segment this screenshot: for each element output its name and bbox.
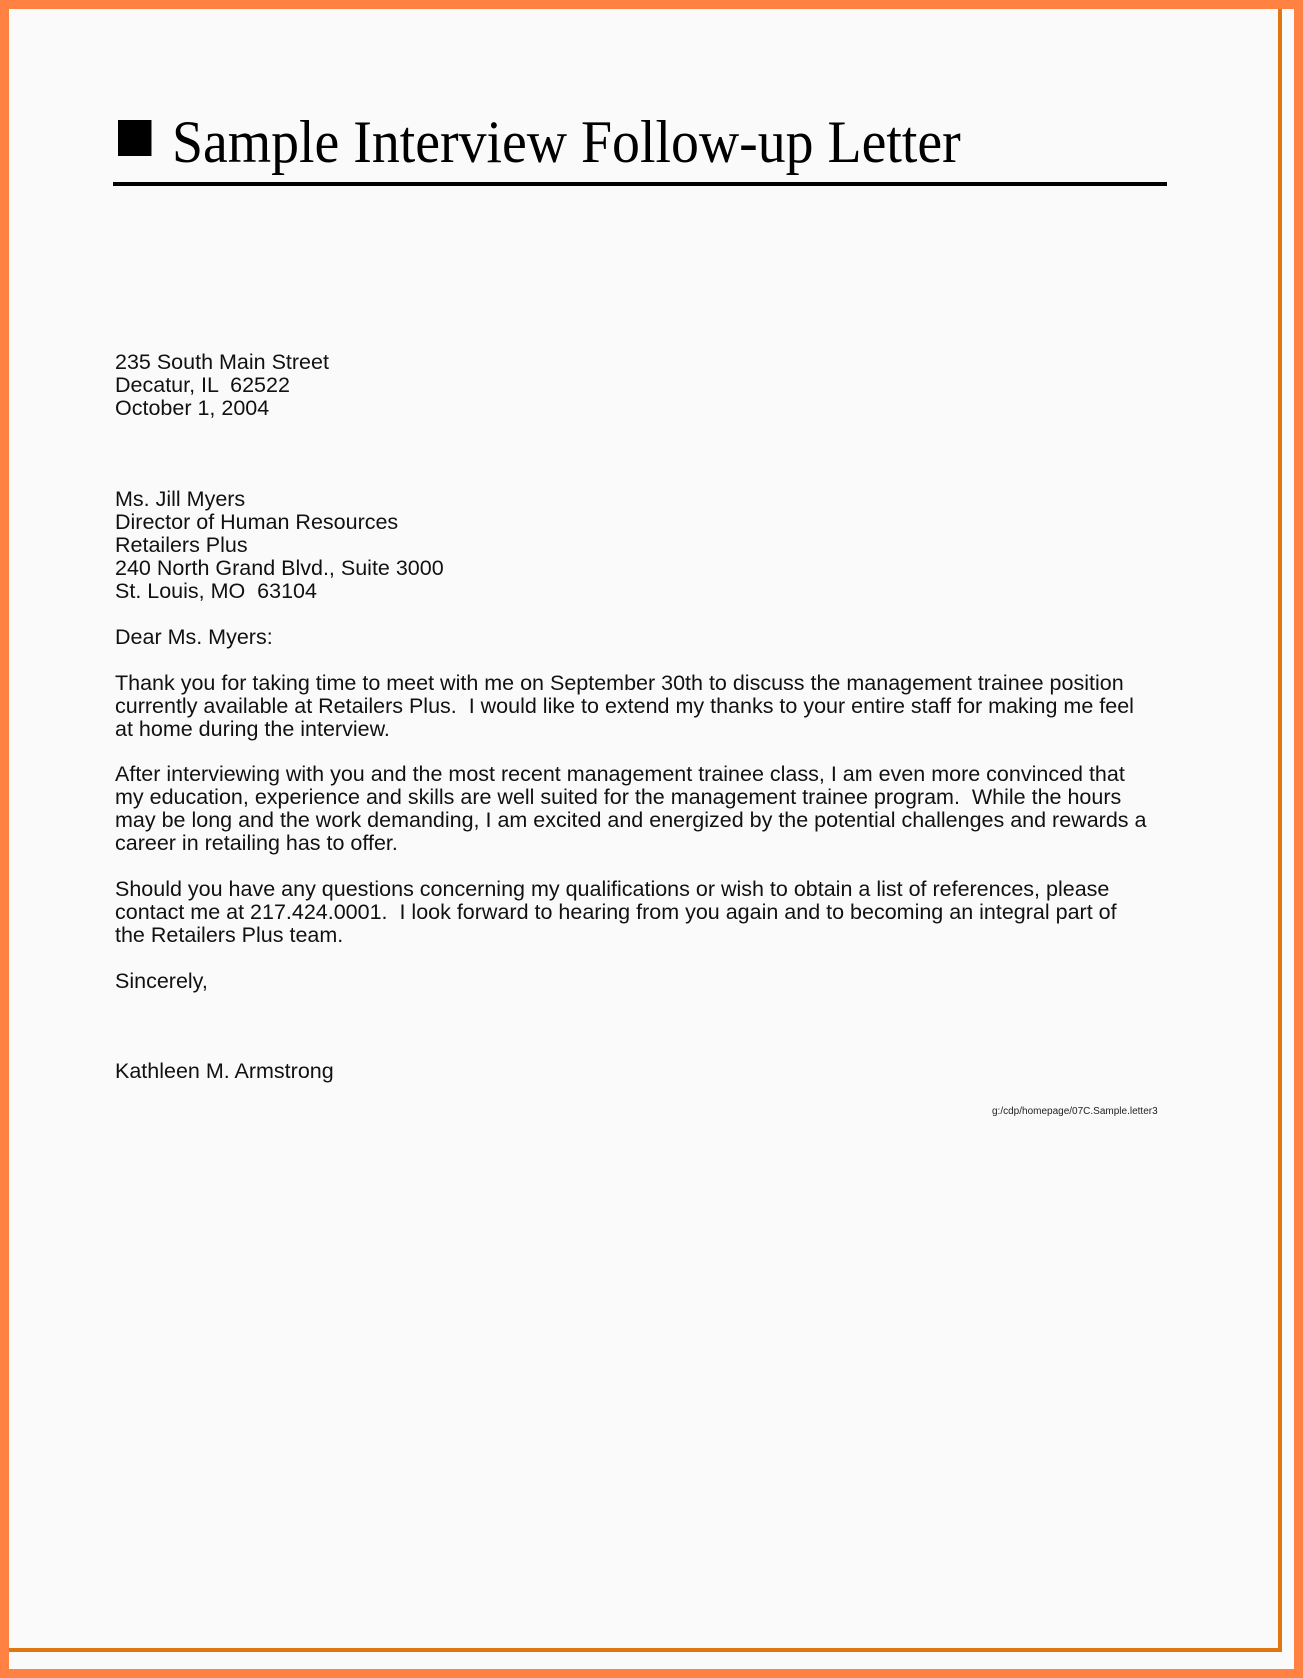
inner-border-bottom [9, 1648, 1282, 1652]
footer-file-path: g:/cdp/homepage/07C.Sample.letter3 [992, 1106, 1158, 1117]
paragraph-2-line: my education, experience and skills are well suited for the management trainee program. While the hours [115, 785, 1122, 809]
document-title: Sample Interview Follow-up Letter [171, 109, 961, 175]
inner-border-right [1278, 9, 1282, 1652]
closing: Sincerely, [115, 969, 208, 993]
paragraph-2-line: After interviewing with you and the most recent management trainee class, I am even more convinced that [115, 762, 1125, 786]
paragraph-2-line: may be long and the work demanding, I am excited and energized by the potential challenges and rewards a [115, 808, 1147, 832]
paragraph-1-line: currently available at Retailers Plus. I would like to extend my thanks to your entire staff for making me feel [115, 694, 1134, 718]
title-underline [113, 182, 1167, 186]
recipient-line: Director of Human Resources [115, 510, 399, 534]
paragraph-1-line: at home during the interview. [115, 717, 390, 741]
recipient-line: 240 North Grand Blvd., Suite 3000 [115, 556, 444, 580]
square-bullet-icon [118, 120, 151, 156]
paragraph-3-line: the Retailers Plus team. [115, 923, 344, 947]
recipient-line: Retailers Plus [115, 533, 248, 557]
salutation: Dear Ms. Myers: [115, 625, 273, 649]
signature-name: Kathleen M. Armstrong [115, 1059, 334, 1083]
paragraph-1-line: Thank you for taking time to meet with me on September 30th to discuss the management trainee position [115, 671, 1124, 695]
paragraph-3-line: contact me at 217.424.0001. I look forward to hearing from you again and to becoming an integral part of [115, 900, 1117, 924]
sender-address-line: 235 South Main Street [115, 350, 329, 374]
sender-address-line: Decatur, IL 62522 [115, 373, 290, 397]
document-title-block [118, 108, 961, 177]
paragraph-3-line: Should you have any questions concerning my qualifications or wish to obtain a list of references, please [115, 877, 1110, 901]
paragraph-2-line: career in retailing has to offer. [115, 831, 398, 855]
recipient-line: St. Louis, MO 63104 [115, 579, 317, 603]
letter-date: October 1, 2004 [115, 396, 270, 420]
recipient-line: Ms. Jill Myers [115, 487, 246, 511]
